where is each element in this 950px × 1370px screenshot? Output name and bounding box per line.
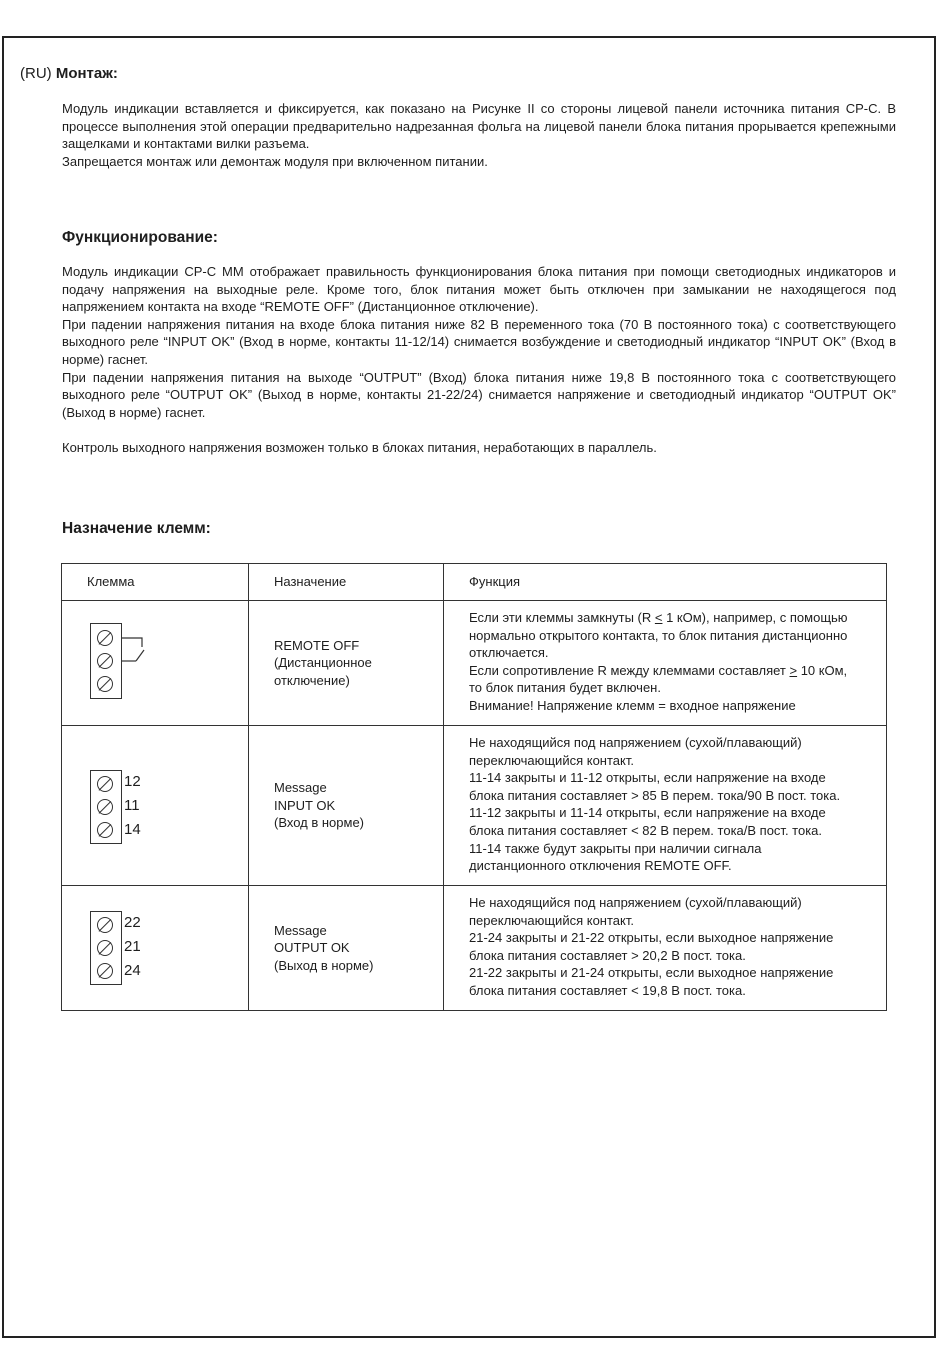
- function-line: блока питания составляет < 19,8 В пост. тока.: [469, 982, 746, 998]
- screw-icon: [97, 630, 113, 646]
- screw-icon: [97, 917, 113, 933]
- function-cell: [444, 726, 887, 886]
- designation-line: INPUT OK: [274, 797, 336, 813]
- function-line: нормально открытого контакта, то блок питания дистанционно: [469, 627, 848, 643]
- paragraph: Контроль выходного напряжения возможен только в блоках питания, неработающих в параллель.: [62, 439, 657, 455]
- function-line: 11-12 закрыты и 11-14 открыты, если напряжение на входе: [469, 805, 826, 821]
- language-tag: (RU): [20, 65, 52, 82]
- designation-line: (Выход в норме): [274, 957, 374, 973]
- operation-title: Функционирование:: [62, 229, 218, 246]
- paragraph: Запрещается монтаж или демонтаж модуля при включенном питании.: [62, 153, 488, 169]
- paragraph: Модуль индикации CP-C MM отображает правильность функционирования блока питания при помощи светодиодных индикаторов и подачу напряжения на выходные реле. Кроме того, блок питания может быть отключен при замыкании не находящегося под напряжением контакта на входе “REMOTE OFF” (Дистанционное отключение).: [62, 264, 896, 315]
- designation-line: отключение): [274, 672, 350, 688]
- designation-line: REMOTE OFF: [274, 637, 360, 653]
- table-header-row: [62, 564, 887, 601]
- table-row-output-ok: [62, 886, 887, 1011]
- screw-icon: [97, 963, 113, 979]
- paragraph: При падении напряжения питания на выходе “OUTPUT” (Вход) блока питания ниже 19,8 В постоянного тока с соответствующего выходного реле “OUTPUT OK” (Выход в норме, контакты 21-22/24) снимается напряжение и светодиодный индикатор “OUTPUT OK” (Выход в норме) гаснет.: [62, 369, 896, 420]
- designation-cell: [249, 601, 444, 726]
- terminal-number: 24: [124, 962, 141, 979]
- designation-line: (Вход в норме): [274, 815, 365, 831]
- function-line: блока питания составляет > 85 В перем. тока/90 В пост. тока.: [469, 787, 841, 803]
- function-line: переключающийся контакт.: [469, 912, 634, 928]
- terminal-number: 12: [124, 773, 141, 790]
- function-line: Если сопротивление R между клеммами составляет > 10 кОм,: [469, 662, 848, 678]
- header-function: Функция: [444, 564, 887, 601]
- paragraph: При падении напряжения питания на входе блока питания ниже 82 В переменного тока (70 В постоянного тока) с соответствующего выходного реле “INPUT OK” (Вход в норме, контакты 11-12/14) снимается возбуждение и светодиодный индикатор “INPUT OK” (Вход в норме) гаснет.: [62, 316, 896, 367]
- terminal-block-icon: [90, 770, 122, 844]
- designation-cell: [249, 886, 444, 1011]
- table-row-input-ok: [62, 726, 887, 886]
- designation-line: Message: [274, 922, 327, 938]
- terminal-number: 21: [124, 938, 141, 955]
- switch-contact-icon: [122, 631, 162, 671]
- terminal-number: 22: [124, 914, 141, 931]
- paragraph: Модуль индикации вставляется и фиксируется, как показано на Рисунке II со стороны лицевой панели источника питания CP-C. В процессе выполнения этой операции предварительно надрезанная фольга на лицевой панели блока питания прорывается крепежными защелками и контактами вилки разъема.: [62, 101, 896, 152]
- function-cell: [444, 886, 887, 1011]
- screw-icon: [97, 799, 113, 815]
- designation-line: (Дистанционное: [274, 655, 372, 671]
- screw-icon: [97, 776, 113, 792]
- function-line: 21-22 закрыты и 21-24 открыты, если выходное напряжение: [469, 965, 834, 981]
- section-montage-heading: [20, 65, 118, 82]
- function-line: 11-14 также будут закрыты при наличии сигнала: [469, 840, 762, 856]
- screw-icon: [97, 676, 113, 692]
- function-cell: [444, 601, 887, 726]
- screw-icon: [97, 940, 113, 956]
- function-line: отключается.: [469, 645, 549, 661]
- function-line: Внимание! Напряжение клемм = входное напряжение: [469, 697, 796, 713]
- terminal-cell: [62, 726, 249, 886]
- terminal-cell: [62, 886, 249, 1011]
- function-line: дистанционного отключения REMOTE OFF.: [469, 858, 732, 874]
- header-designation: Назначение: [249, 564, 444, 601]
- montage-text: [62, 100, 896, 170]
- terminal-block-icon: [90, 911, 122, 985]
- designation-line: Message: [274, 780, 327, 796]
- terminal-block-icon: [90, 623, 122, 699]
- function-line: Не находящийся под напряжением (сухой/плавающий): [469, 895, 802, 910]
- function-line: Не находящийся под напряжением (сухой/плавающий): [469, 735, 802, 750]
- function-line: Если эти клеммы замкнуты (R < 1 кОм), например, с помощью: [469, 610, 848, 625]
- function-line: 11-14 закрыты и 11-12 открыты, если напряжение на входе: [469, 770, 826, 786]
- montage-title: Монтаж:: [55, 65, 118, 82]
- screw-icon: [97, 822, 113, 838]
- header-terminal: Клемма: [62, 564, 249, 601]
- function-line: 21-24 закрыты и 21-22 открыты, если выходное напряжение: [469, 930, 834, 946]
- terminal-number: 14: [124, 821, 141, 838]
- designation-cell: [249, 726, 444, 886]
- function-line: переключающийся контакт.: [469, 752, 634, 768]
- function-line: блока питания составляет > 20,2 В пост. тока.: [469, 947, 746, 963]
- function-line: то блок питания будет включен.: [469, 680, 661, 696]
- terminal-cell: [62, 601, 249, 726]
- function-line: блока питания составляет < 82 В перем. тока/В пост. тока.: [469, 822, 823, 838]
- operation-text: [62, 263, 896, 457]
- screw-icon: [97, 653, 113, 669]
- terminal-number: 11: [124, 797, 140, 814]
- designation-line: OUTPUT OK: [274, 940, 350, 956]
- table-row-remote-off: [62, 601, 887, 726]
- terminal-table: [61, 563, 887, 1011]
- terminals-title: Назначение клемм:: [62, 520, 211, 537]
